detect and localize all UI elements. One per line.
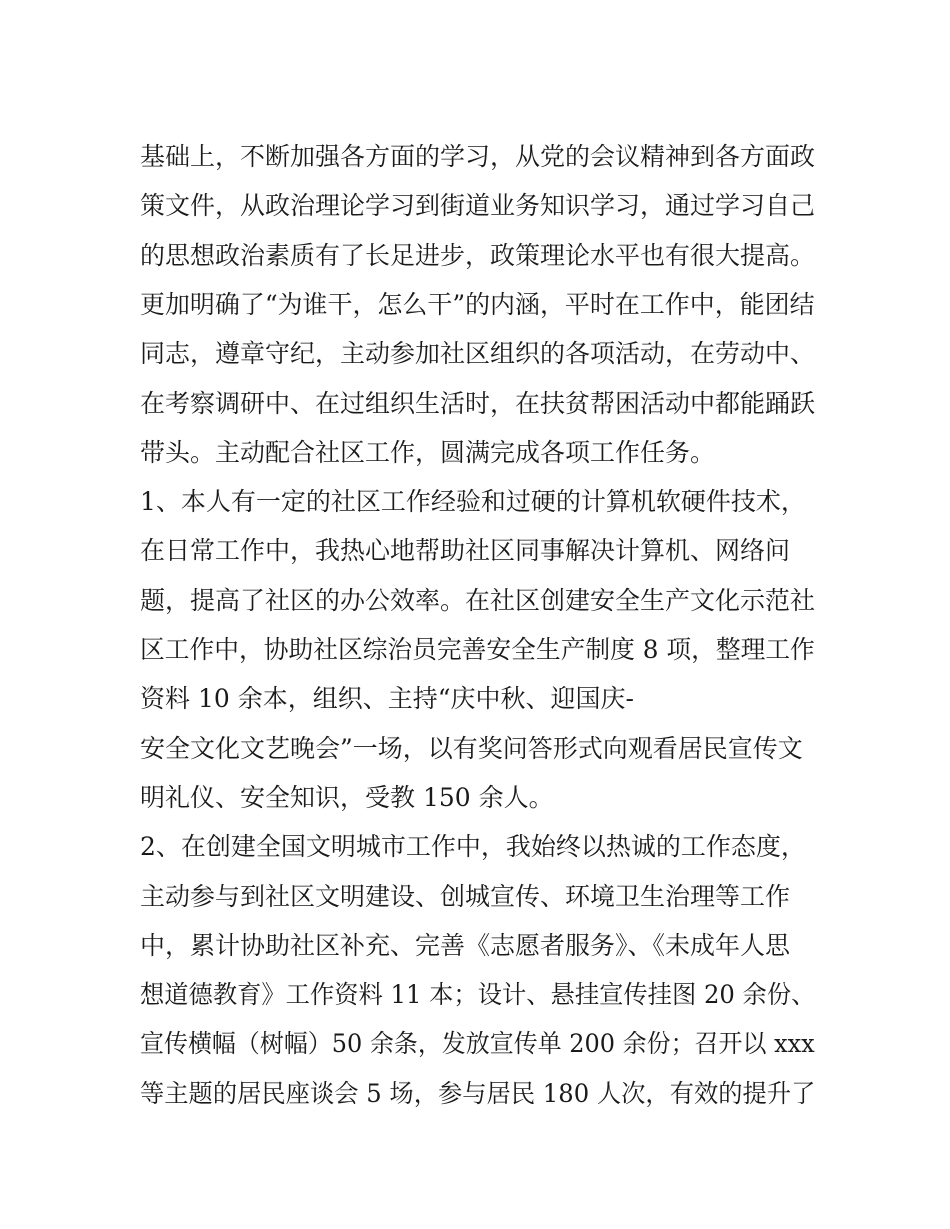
text-line: 想道德教育》工作资料 11 本；设计、悬挂宣传挂图 20 余份、	[140, 980, 816, 1010]
text-line: 更加明确了“为谁干，怎么干”的内涵，平时在工作中，能团结	[140, 289, 815, 319]
text-line: 1、本人有一定的社区工作经验和过硬的计算机软硬件技术，	[140, 487, 806, 517]
text-line: 中，累计协助社区补充、完善《志愿者服务》、《未成年人思	[140, 930, 791, 960]
text-line: 题，提高了社区的办公效率。在社区创建安全生产文化示范社	[140, 585, 816, 615]
text-line: 明礼仪、安全知识，受教 150 余人。	[140, 782, 554, 812]
text-line: 主动参与到社区文明建设、创城宣传、环境卫生治理等工作	[140, 881, 791, 911]
text-line: 策文件，从政治理论学习到街道业务知识学习，通过学习自己	[140, 191, 816, 221]
text-line: 宣传横幅（树幅）50 余条，发放宣传单 200 余份；召开以 xxx	[140, 1029, 815, 1059]
text-line: 资料 10 余本，组织、主持“庆中秋、迎国庆-	[140, 684, 634, 714]
text-line: 的思想政治素质有了长足进步，政策理论水平也有很大提高。	[140, 240, 816, 270]
text-line: 区工作中，协助社区综治员完善安全生产制度 8 项，整理工作	[140, 635, 815, 664]
text-line: 基础上，不断加强各方面的学习，从党的会议精神到各方面政	[140, 142, 816, 171]
text-line: 带头。主动配合社区工作，圆满完成各项工作任务。	[140, 437, 716, 467]
text-line: 同志，遵章守纪，主动参加社区组织的各项活动，在劳动中、	[140, 339, 816, 369]
text-line: 2、在创建全国文明城市工作中，我始终以热诚的工作态度，	[140, 832, 806, 862]
text-line: 安全文化文艺晚会”一场，以有奖问答形式向观看居民宣传文	[140, 733, 803, 763]
text-line: 等主题的居民座谈会 5 场，参与居民 180 人次，有效的提升了	[140, 1078, 816, 1108]
text-line: 在日常工作中，我热心地帮助社区同事解决计算机、网络问	[140, 536, 791, 566]
text-line: 在考察调研中、在过组织生活时，在扶贫帮困活动中都能踊跃	[140, 388, 816, 418]
